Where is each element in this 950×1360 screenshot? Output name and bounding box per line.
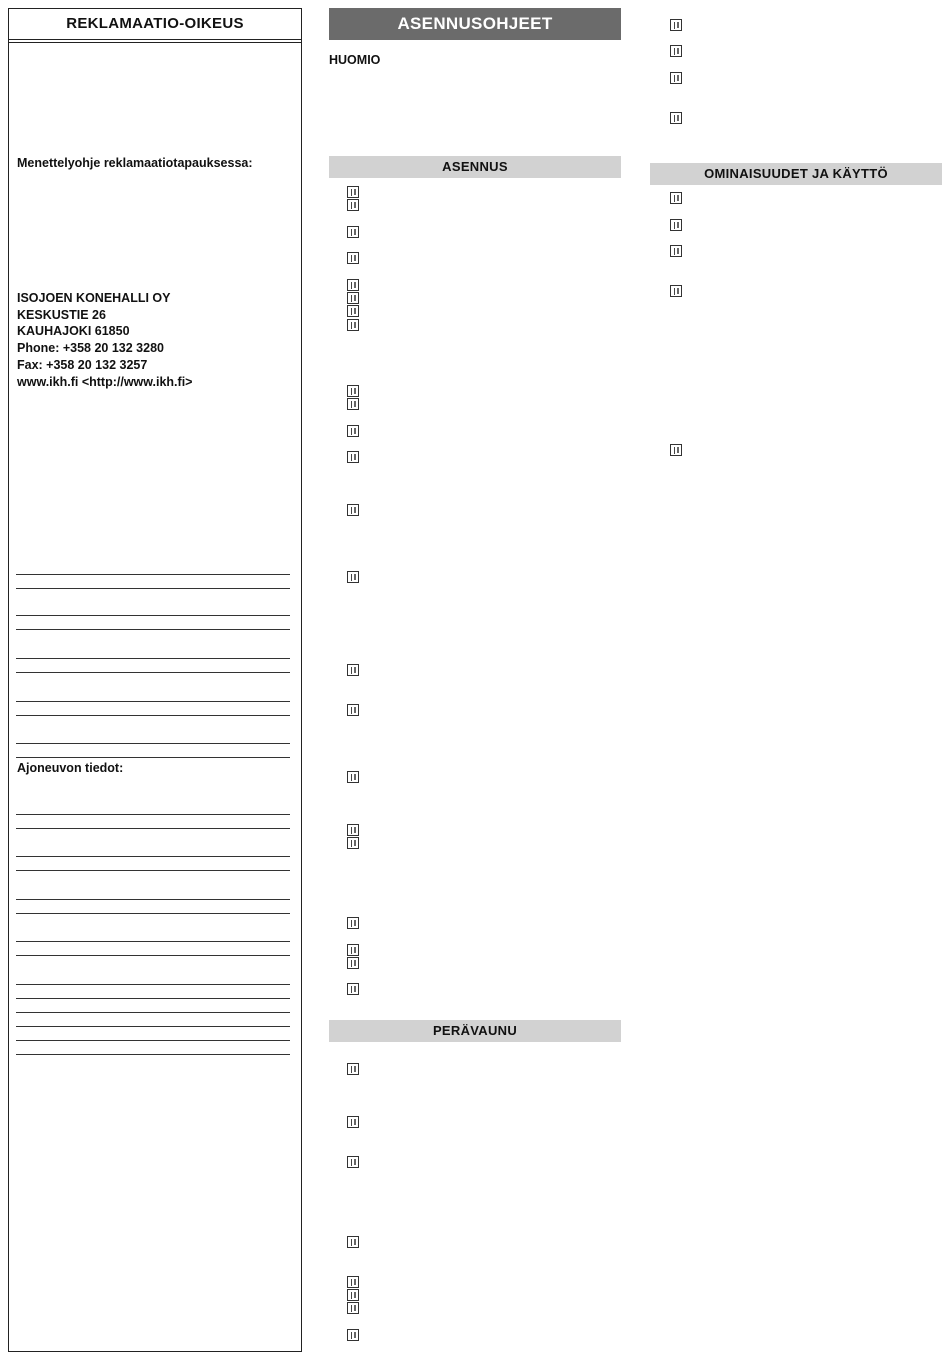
step-icon — [347, 504, 359, 516]
company-web: www.ikh.fi <http://www.ikh.fi> — [17, 374, 193, 389]
step-icon — [670, 192, 682, 204]
step-icon — [670, 45, 682, 57]
company-city: KAUHAJOKI 61850 — [17, 324, 130, 339]
fill-in-line[interactable] — [16, 828, 290, 829]
step-icon — [670, 219, 682, 231]
section-installation: ASENNUS — [329, 156, 621, 178]
step-icon — [347, 1063, 359, 1075]
fill-in-line[interactable] — [16, 615, 290, 616]
step-icon — [347, 279, 359, 291]
step-icon — [347, 664, 359, 676]
fill-in-line[interactable] — [16, 701, 290, 702]
fill-in-line[interactable] — [16, 1012, 290, 1013]
step-icon — [347, 398, 359, 410]
step-icon — [670, 72, 682, 84]
company-phone: Phone: +358 20 132 3280 — [17, 341, 164, 356]
title-divider — [9, 40, 301, 43]
step-icon — [347, 385, 359, 397]
step-icon — [347, 305, 359, 317]
step-icon — [670, 245, 682, 257]
warranty-title: REKLAMAATIO-OIKEUS — [9, 9, 301, 40]
step-icon — [670, 285, 682, 297]
warranty-panel — [8, 8, 302, 1352]
fill-in-line[interactable] — [16, 1040, 290, 1041]
fill-in-line[interactable] — [16, 715, 290, 716]
fill-in-line[interactable] — [16, 743, 290, 744]
installation-instructions-title: ASENNUSOHJEET — [329, 8, 621, 40]
fill-in-line[interactable] — [16, 757, 290, 758]
step-icon — [347, 1156, 359, 1168]
fill-in-line[interactable] — [16, 814, 290, 815]
fill-in-line[interactable] — [16, 1026, 290, 1027]
procedure-heading: Menettelyohje reklamaatiotapauksessa: — [17, 156, 253, 170]
fill-in-line[interactable] — [16, 941, 290, 942]
step-icon — [347, 292, 359, 304]
fill-in-line[interactable] — [16, 658, 290, 659]
fill-in-line[interactable] — [16, 574, 290, 575]
fill-in-line[interactable] — [16, 629, 290, 630]
step-icon — [670, 444, 682, 456]
step-icon — [347, 1276, 359, 1288]
fill-in-line[interactable] — [16, 984, 290, 985]
fill-in-line[interactable] — [16, 913, 290, 914]
step-icon — [347, 252, 359, 264]
step-icon — [347, 824, 359, 836]
step-icon — [347, 226, 359, 238]
fill-in-line[interactable] — [16, 588, 290, 589]
fill-in-line[interactable] — [16, 899, 290, 900]
step-icon — [347, 771, 359, 783]
step-icon — [347, 1236, 359, 1248]
fill-in-line[interactable] — [16, 955, 290, 956]
step-icon — [347, 1116, 359, 1128]
step-icon — [670, 19, 682, 31]
step-icon — [347, 1289, 359, 1301]
step-icon — [670, 112, 682, 124]
company-name: ISOJOEN KONEHALLI OY — [17, 291, 171, 305]
note-heading: HUOMIO — [329, 53, 381, 67]
step-icon — [347, 186, 359, 198]
vehicle-info-heading: Ajoneuvon tiedot: — [17, 761, 124, 775]
step-icon — [347, 1302, 359, 1314]
step-icon — [347, 1329, 359, 1341]
company-street: KESKUSTIE 26 — [17, 307, 106, 322]
step-icon — [347, 199, 359, 211]
step-icon — [347, 983, 359, 995]
fill-in-line[interactable] — [16, 672, 290, 673]
step-icon — [347, 319, 359, 331]
section-features-usage: OMINAISUUDET JA KÄYTTÖ — [650, 163, 942, 185]
step-icon — [347, 425, 359, 437]
fill-in-line[interactable] — [16, 1054, 290, 1055]
step-icon — [347, 837, 359, 849]
fill-in-line[interactable] — [16, 870, 290, 871]
step-icon — [347, 451, 359, 463]
section-trailer: PERÄVAUNU — [329, 1020, 621, 1042]
fill-in-line[interactable] — [16, 998, 290, 999]
step-icon — [347, 944, 359, 956]
step-icon — [347, 704, 359, 716]
step-icon — [347, 571, 359, 583]
step-icon — [347, 917, 359, 929]
company-address — [17, 290, 192, 390]
step-icon — [347, 957, 359, 969]
company-fax: Fax: +358 20 132 3257 — [17, 357, 148, 372]
fill-in-line[interactable] — [16, 856, 290, 857]
